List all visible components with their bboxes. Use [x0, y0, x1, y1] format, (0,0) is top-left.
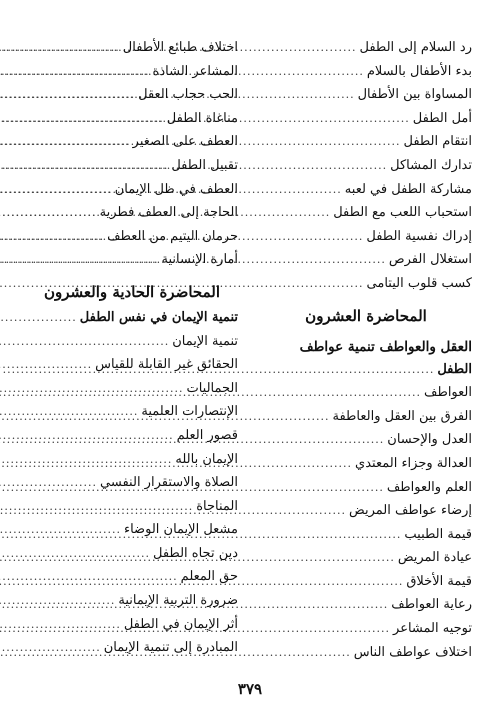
toc-entry-title: الحقائق غير القابلة للقياس: [95, 357, 238, 373]
toc-entry-title: ضرورة التربية الإيمانية: [118, 593, 238, 609]
toc-entry-title: اختلاف عواطف الناس: [353, 644, 472, 660]
toc-entry: [26, 178, 238, 202]
toc-entry: [26, 613, 238, 637]
toc-entry-title: رعاية العواطف: [391, 597, 472, 613]
right-top-entries: [260, 36, 472, 296]
toc-entry: [260, 225, 472, 249]
dot-leader: [0, 353, 92, 377]
toc-entry-title: قصور العلم: [176, 427, 238, 443]
toc-entry-title: أمل الطفل: [412, 110, 472, 126]
toc-entry-title: المناجاة: [196, 498, 238, 514]
toc-entry-title: المساواة بين الأطفال: [357, 87, 472, 103]
dot-leader: [0, 636, 101, 660]
toc-entry-title: عيادة المريض: [397, 550, 472, 566]
dot-leader: [0, 448, 172, 472]
toc-entry: [26, 400, 238, 424]
toc-entry-title: الحاجة إلى العطف فطرية: [99, 205, 238, 221]
page-number: ٣٧٩: [237, 680, 263, 698]
dot-leader: [0, 201, 97, 225]
toc-entry: [260, 546, 472, 570]
toc-entry-title: استحباب اللعب مع الطفل: [333, 205, 472, 221]
toc-entry: [260, 36, 472, 60]
right-column: [260, 36, 472, 664]
toc-entry-title: العطف على الصغير: [132, 134, 238, 150]
toc-entry: [260, 107, 472, 131]
toc-entry: [260, 405, 472, 429]
dot-leader: [0, 225, 104, 249]
dot-leader: [0, 542, 150, 566]
dot-leader: [0, 36, 120, 60]
dot-leader: [0, 565, 178, 589]
toc-entry: [26, 424, 238, 448]
toc-entry-title: مشاركة الطفل في لعبه: [344, 181, 472, 197]
toc-entry-title: المبادرة إلى تنمية الإيمان: [103, 640, 238, 656]
toc-entry-title: العواطف: [424, 385, 472, 401]
toc-entry-title: الإيمان بالله: [175, 451, 238, 467]
toc-entry: [26, 565, 238, 589]
toc-entry: [260, 617, 472, 641]
toc-entry: [26, 448, 238, 472]
toc-entry-title: حرمان اليتيم من العطف: [107, 228, 238, 244]
left-section-entries: [26, 306, 238, 660]
toc-entry: [260, 83, 472, 107]
dot-leader: [0, 130, 130, 154]
toc-entry: [260, 523, 472, 547]
toc-entry-title: العدل والإحسان: [387, 432, 472, 448]
toc-entry-title: الجماليات: [186, 380, 238, 396]
left-top-entries: [26, 36, 238, 272]
toc-entry: [260, 452, 472, 476]
dot-leader: [0, 154, 168, 178]
toc-entry-title: مشعل الإيمان الوضاء: [123, 522, 238, 538]
dot-leader: [0, 306, 77, 330]
toc-entry: [26, 353, 238, 377]
toc-entry: [260, 476, 472, 500]
toc-entry-title: الصلاة والاستقرار النفسي: [100, 475, 238, 491]
toc-entry: [260, 570, 472, 594]
toc-entry: [260, 593, 472, 617]
toc-entry: [260, 60, 472, 84]
toc-entry: [260, 358, 472, 382]
toc-entry-title: إرضاء عواطف المريض: [349, 503, 472, 519]
toc-entry-title: العلم والعواطف: [386, 479, 472, 495]
toc-entry: [260, 248, 472, 272]
dot-leader: [0, 471, 97, 495]
toc-entry: [260, 381, 472, 405]
dot-leader: [0, 400, 138, 424]
toc-entry-title: الحب حجاب العقل: [138, 87, 238, 103]
toc-entry-title: تنمية الإيمان في نفس الطفل: [79, 309, 238, 325]
dot-leader: [0, 518, 121, 542]
toc-entry: [26, 542, 238, 566]
toc-entry-title: اختلاف طبائع الأطفال: [122, 40, 238, 55]
toc-entry-title: أثر الإيمان في الطفل: [123, 616, 238, 632]
lecture-20-heading: المحاضرة العشرون: [305, 306, 427, 325]
toc-entry-title: تقبيل الطفل: [171, 157, 238, 173]
toc-entry: [260, 130, 472, 154]
toc-entry-title: كسب قلوب اليتامى: [366, 275, 472, 291]
toc-entry: [26, 471, 238, 495]
dot-leader: [0, 60, 150, 84]
toc-entry-title: أمارة الإنسانية: [161, 252, 238, 268]
dot-leader: [0, 495, 193, 519]
lecture-21-heading: المحاضرة الحادية والعشرون: [43, 282, 220, 301]
toc-entry: [26, 36, 238, 60]
toc-entry-title: المشاعر الشاذة: [152, 63, 238, 79]
toc-entry: [26, 154, 238, 178]
toc-entry: [260, 201, 472, 225]
toc-entry: [26, 130, 238, 154]
toc-entry-title: حق المعلم: [180, 569, 238, 585]
left-column: [26, 36, 238, 660]
dot-leader: [0, 377, 183, 401]
dot-leader: [0, 613, 121, 637]
right-section-entries: [260, 358, 472, 665]
toc-entry-title: إدراك نفسية الطفل: [366, 228, 472, 244]
dot-leader: [0, 178, 112, 202]
dot-leader: [0, 248, 159, 272]
toc-entry: [26, 377, 238, 401]
toc-entry-title: انتقام الطفل: [403, 134, 472, 150]
toc-entry: [260, 641, 472, 665]
toc-entry: [26, 248, 238, 272]
toc-entry: [260, 272, 472, 296]
toc-entry-title: الإنتصارات العلمية: [141, 404, 238, 420]
dot-leader: [0, 589, 115, 613]
lecture-20-subheading: العقل والعواطف تنمية عواطف: [299, 338, 472, 355]
toc-entry-title: تنمية الإيمان: [172, 333, 238, 349]
toc-entry: [260, 428, 472, 452]
toc-entry-title: الفرق بين العقل والعاطفة: [332, 408, 472, 424]
toc-entry-title: قيمة الطبيب: [404, 526, 472, 542]
toc-entry: [26, 225, 238, 249]
toc-entry-title: مناغاة الطفل: [166, 110, 238, 126]
toc-entry-title: تدارك المشاكل: [390, 157, 472, 173]
toc-entry-title: العدالة وجزاء المعتدي: [355, 455, 472, 471]
toc-entry: [260, 178, 472, 202]
toc-entry: [26, 83, 238, 107]
toc-entry: [26, 60, 238, 84]
toc-entry: [260, 499, 472, 523]
toc-entry-title: توجيه المشاعر: [393, 621, 472, 637]
dot-leader: [0, 107, 164, 131]
toc-entry: [26, 107, 238, 131]
toc-entry: [26, 201, 238, 225]
toc-entry-title: رد السلام إلى الطفل: [359, 40, 472, 55]
toc-entry-title: استغلال الفرص: [388, 252, 472, 268]
toc-entry-title: قيمة الأخلاق: [406, 573, 472, 589]
toc-entry: [26, 518, 238, 542]
toc-entry: [26, 330, 238, 354]
toc-entry: [26, 636, 238, 660]
toc-entry-title: بدء الأطفال بالسلام: [366, 63, 472, 79]
dot-leader: [0, 424, 174, 448]
toc-entry: [26, 589, 238, 613]
toc-entry-title: العطف في ظل الإيمان: [114, 181, 238, 197]
toc-entry-title: دين تجاه الطفل: [152, 545, 238, 561]
dot-leader: [0, 330, 169, 354]
toc-entry-title: الطفل: [437, 361, 472, 377]
toc-entry: [26, 495, 238, 519]
toc-entry: [260, 154, 472, 178]
dot-leader: [0, 83, 135, 107]
toc-entry: [26, 306, 238, 330]
